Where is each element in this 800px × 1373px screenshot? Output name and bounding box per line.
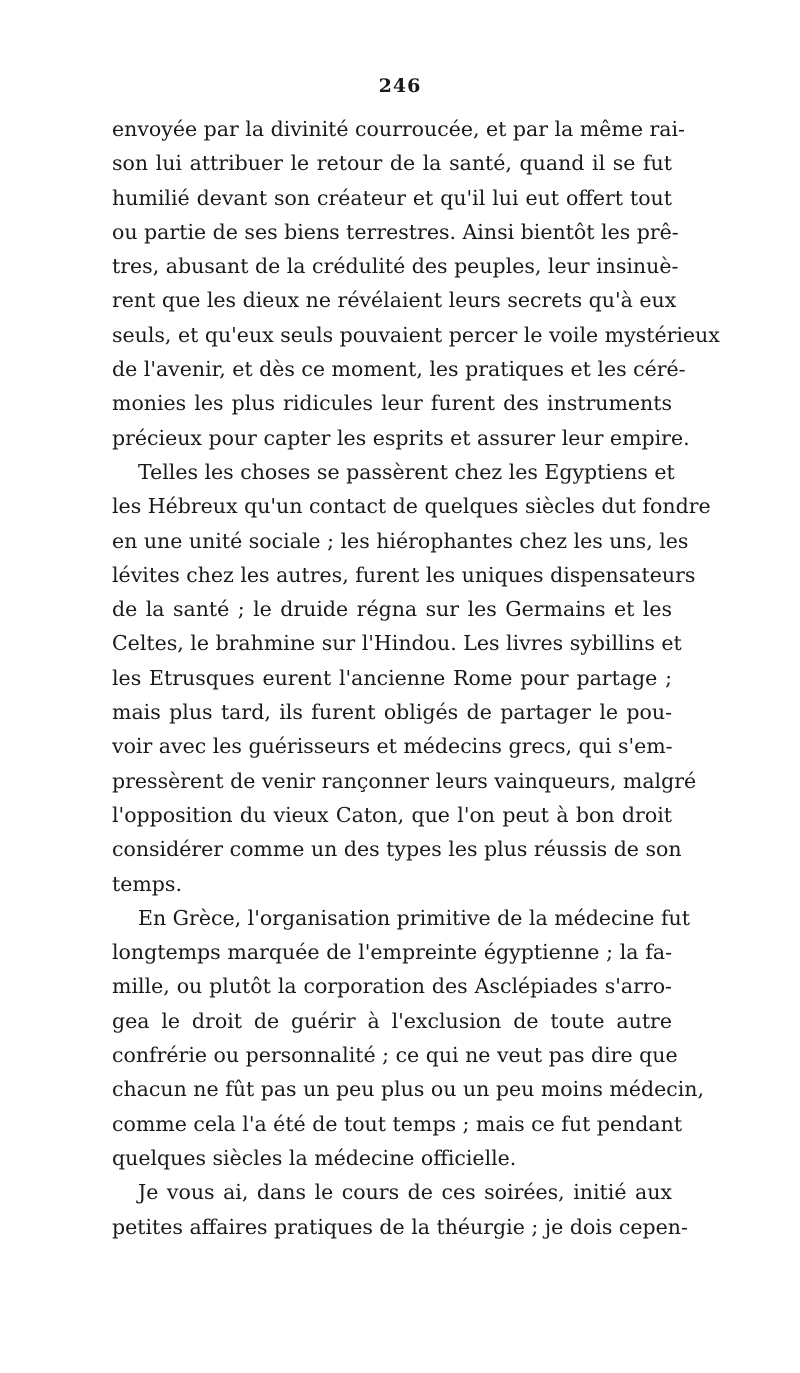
text-line: considérer comme un des types les plus réussis de son bbox=[112, 837, 682, 862]
page-number: 246 bbox=[378, 75, 422, 97]
text-line: envoyée par la divinité courroucée, et par la même rai- bbox=[112, 117, 685, 141]
text-line: humilié devant son créateur et qu'il lui eut offert tout bbox=[112, 185, 672, 210]
text-line: Celtes, le brahmine sur l'Hindou. Les livres sybillins et bbox=[112, 631, 682, 656]
text-line: l'opposition du vieux Caton, que l'on peut à bon droit bbox=[112, 802, 672, 827]
text-line: les Hébreux qu'un contact de quelques siècles dut fondre bbox=[112, 494, 711, 519]
text-line: mille, ou plutôt la corporation des Asclépiades s'arro- bbox=[112, 974, 672, 999]
text-line: précieux pour capter les esprits et assurer leur empire. bbox=[112, 425, 690, 450]
text-line: pressèrent de venir rançonner leurs vainqueurs, malgré bbox=[112, 768, 697, 793]
text-line: Telles les choses se passèrent chez les Egyptiens et bbox=[138, 459, 675, 484]
text-line: Je vous ai, dans le cours de ces soirées, initié aux bbox=[138, 1180, 672, 1205]
text-line: comme cela l'a été de tout temps ; mais ce fut pendant bbox=[112, 1111, 683, 1136]
text-line: mais plus tard, ils furent obligés de partager le pou- bbox=[112, 700, 672, 725]
text-line: temps. bbox=[112, 871, 182, 896]
text-line: chacun ne fût pas un peu plus ou un peu moins médecin, bbox=[112, 1077, 705, 1102]
text-line: monies les plus ridicules leur furent des instruments bbox=[112, 391, 672, 416]
text-line: tres, abusant de la crédulité des peuples, leur insinuè- bbox=[112, 254, 679, 279]
text-line: de l'avenir, et dès ce moment, les pratiques et les céré- bbox=[112, 357, 686, 382]
text-line: les Etrusques eurent l'ancienne Rome pour partage ; bbox=[112, 665, 672, 690]
body-text bbox=[112, 112, 720, 1244]
text-line: en une unité sociale ; les hiérophantes chez les uns, les bbox=[112, 528, 689, 553]
text-line: ou partie de ses biens terrestres. Ainsi bientôt les prê- bbox=[112, 219, 679, 244]
text-line: longtemps marquée de l'empreinte égyptienne ; la fa- bbox=[112, 940, 672, 965]
text-line: rent que les dieux ne révélaient leurs secrets qu'à eux bbox=[112, 288, 677, 313]
text-line: lévites chez les autres, furent les uniques dispensateurs bbox=[112, 562, 696, 587]
text-line: confrérie ou personnalité ; ce qui ne veut pas dire que bbox=[112, 1043, 678, 1068]
text-line: petites affaires pratiques de la théurgie ; je dois cepen- bbox=[112, 1214, 688, 1239]
text-line: seuls, et qu'eux seuls pouvaient percer le voile mystérieux bbox=[112, 322, 720, 347]
text-line: son lui attribuer le retour de la santé, quand il se fut bbox=[112, 151, 672, 176]
text-line: voir avec les guérisseurs et médecins grecs, qui s'em- bbox=[112, 734, 673, 759]
text-line: de la santé ; le druide régna sur les Germains et les bbox=[112, 597, 672, 622]
text-line: quelques siècles la médecine officielle. bbox=[112, 1145, 517, 1170]
text-line: En Grèce, l'organisation primitive de la médecine fut bbox=[138, 905, 690, 930]
text-line: gea le droit de guérir à l'exclusion de toute autre bbox=[112, 1008, 672, 1033]
